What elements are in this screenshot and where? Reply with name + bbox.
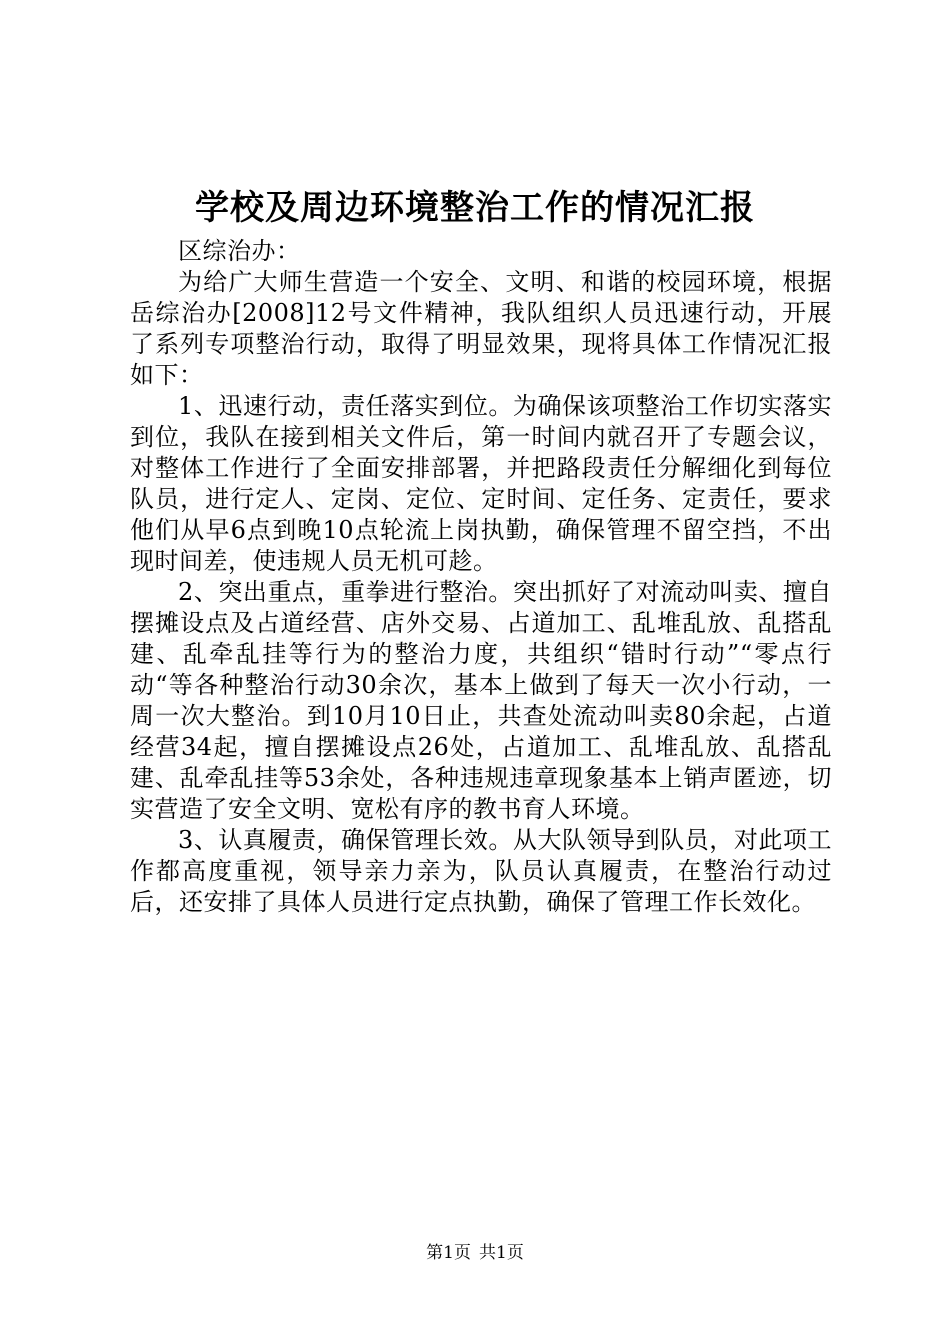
page-footer — [0, 1242, 950, 1264]
paragraph-intro: 为给广大师生营造一个安全、文明、和谐的校园环境，根据岳综治办[2008]12号文件精神，我队组织人员迅速行动，开展了系列专项整治行动，取得了明显效果，现将具体工作情况汇报如下： — [130, 268, 832, 389]
salutation: 区综治办： — [178, 237, 301, 265]
paragraph-3: 3、认真履责，确保管理长效。从大队领导到队员，对此项工作都高度重视，领导亲力亲为，队员认真履责，在整治行动过后，还安排了具体人员进行定点执勤，确保了管理工作长效化。 — [130, 826, 832, 916]
document-title: 学校及周边环境整治工作的情况汇报 — [195, 188, 755, 228]
page-number: 第1页 — [426, 1243, 471, 1263]
paragraph-1: 1、迅速行动，责任落实到位。为确保该项整治工作切实落实到位，我队在接到相关文件后，第一时间内就召开了专题会议，对整体工作进行了全面安排部署，并把路段责任分解细化到每位队员，进行定人、定岗、定位、定时间、定任务、定责任，要求他们从早6点到晚10点轮流上岗执勤，确保管理不留空挡，不出现时间差，使违规人员无机可趁。 — [130, 392, 832, 575]
document-body — [130, 236, 832, 918]
page-total: 共1页 — [479, 1243, 524, 1263]
paragraph-2: 2、突出重点，重拳进行整治。突出抓好了对流动叫卖、擅自摆摊设点及占道经营、店外交易、占道加工、乱堆乱放、乱搭乱建、乱牵乱挂等行为的整治力度，共组织“错时行动”“零点行动“等各种整治行动30余次，基本上做到了每天一次小行动，一周一次大整治。到10月10日止，共查处流动叫卖80余起，占道经营34起，擅自摆摊设点26处，占道加工、乱堆乱放、乱搭乱建、乱牵乱挂等53余处，各种违规违章现象基本上销声匿迹，切实营造了安全文明、宽松有序的教书育人环境。 — [130, 578, 832, 823]
